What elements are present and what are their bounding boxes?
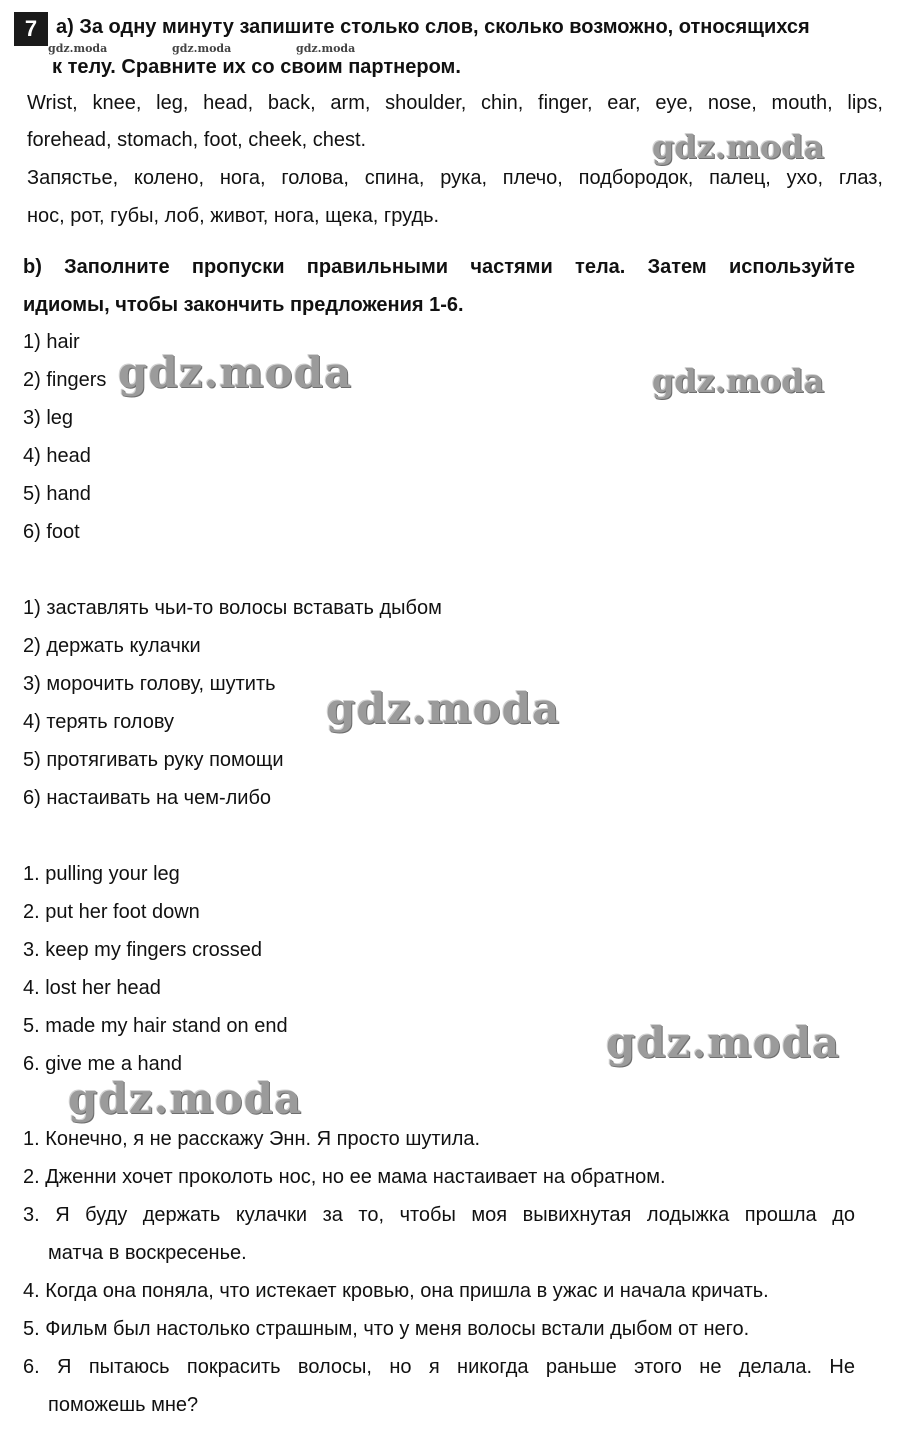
- watermark: gdz.moda: [68, 1074, 303, 1123]
- part-b-task-line2: идиомы, чтобы закончить предложения 1-6.: [23, 294, 464, 316]
- part-a-task-line2: к телу. Сравните их со своим партнером.: [52, 56, 461, 78]
- body-parts-ru-line1: Запястье, колено, нога, голова, спина, рука, плечо, подбородок, палец, ухо, глаз,: [27, 167, 883, 189]
- answer-item: 5) hand: [23, 483, 91, 505]
- answer-item: 3) leg: [23, 407, 74, 429]
- watermark: gdz.moda: [652, 128, 825, 166]
- idiom-ru-item: 1) заставлять чьи-то волосы вставать дыбом: [23, 597, 442, 619]
- watermark: gdz.moda: [48, 42, 108, 55]
- answer-item: 4) head: [23, 445, 91, 467]
- sentence-en-item: 5. made my hair stand on end: [23, 1015, 288, 1037]
- translation-ru-item-continued: поможешь мне?: [48, 1394, 199, 1416]
- part-a-task-line1: a) За одну минуту запишите столько слов, сколько возможно, относящихся: [56, 16, 810, 38]
- idiom-ru-item: 6) настаивать на чем-либо: [23, 787, 272, 809]
- sentence-en-item: 3. keep my fingers crossed: [23, 939, 262, 961]
- answer-item: 2) fingers: [23, 369, 107, 391]
- translation-ru-item: 2. Дженни хочет проколоть нос, но ее мама настаивает на обратном.: [23, 1166, 666, 1188]
- body-parts-ru-line2: нос, рот, губы, лоб, живот, нога, щека, грудь.: [27, 205, 440, 227]
- translation-ru-item-continued: матча в воскресенье.: [48, 1242, 247, 1264]
- translation-ru-item: 3. Я буду держать кулачки за то, чтобы моя вывихнутая лодыжка прошла до: [23, 1204, 855, 1226]
- answer-item: 6) foot: [23, 521, 80, 543]
- body-parts-en-line1: Wrist, knee, leg, head, back, arm, shoulder, chin, finger, ear, eye, nose, mouth, lips,: [27, 92, 883, 114]
- sentence-en-item: 2. put her foot down: [23, 901, 200, 923]
- idiom-ru-item: 4) терять голову: [23, 711, 175, 733]
- idiom-ru-item: 5) протягивать руку помощи: [23, 749, 284, 771]
- translation-ru-item: 1. Конечно, я не расскажу Энн. Я просто шутила.: [23, 1128, 481, 1150]
- translation-ru-item: 4. Когда она поняла, что истекает кровью, она пришла в ужас и начала кричать.: [23, 1280, 769, 1302]
- watermark: gdz.moda: [652, 362, 825, 400]
- translation-ru-item: 6. Я пытаюсь покрасить волосы, но я никогда раньше этого не делала. Не: [23, 1356, 855, 1378]
- sentence-en-item: 1. pulling your leg: [23, 863, 180, 885]
- watermark: gdz.moda: [118, 348, 353, 397]
- watermark: gdz.moda: [172, 42, 232, 55]
- idiom-ru-item: 2) держать кулачки: [23, 635, 201, 657]
- watermark: gdz.moda: [296, 42, 356, 55]
- idiom-ru-item: 3) морочить голову, шутить: [23, 673, 276, 695]
- watermark: gdz.moda: [326, 684, 561, 733]
- sentence-en-item: 6. give me a hand: [23, 1053, 182, 1075]
- body-parts-en-line2: forehead, stomach, foot, cheek, chest.: [27, 129, 367, 151]
- part-b-task-line1: b) Заполните пропуски правильными частями тела. Затем используйте: [23, 256, 855, 278]
- sentence-en-item: 4. lost her head: [23, 977, 161, 999]
- translation-ru-item: 5. Фильм был настолько страшным, что у меня волосы встали дыбом от него.: [23, 1318, 750, 1340]
- watermark: gdz.moda: [606, 1018, 841, 1067]
- answer-item: 1) hair: [23, 331, 80, 353]
- exercise-number-badge: 7: [14, 12, 48, 46]
